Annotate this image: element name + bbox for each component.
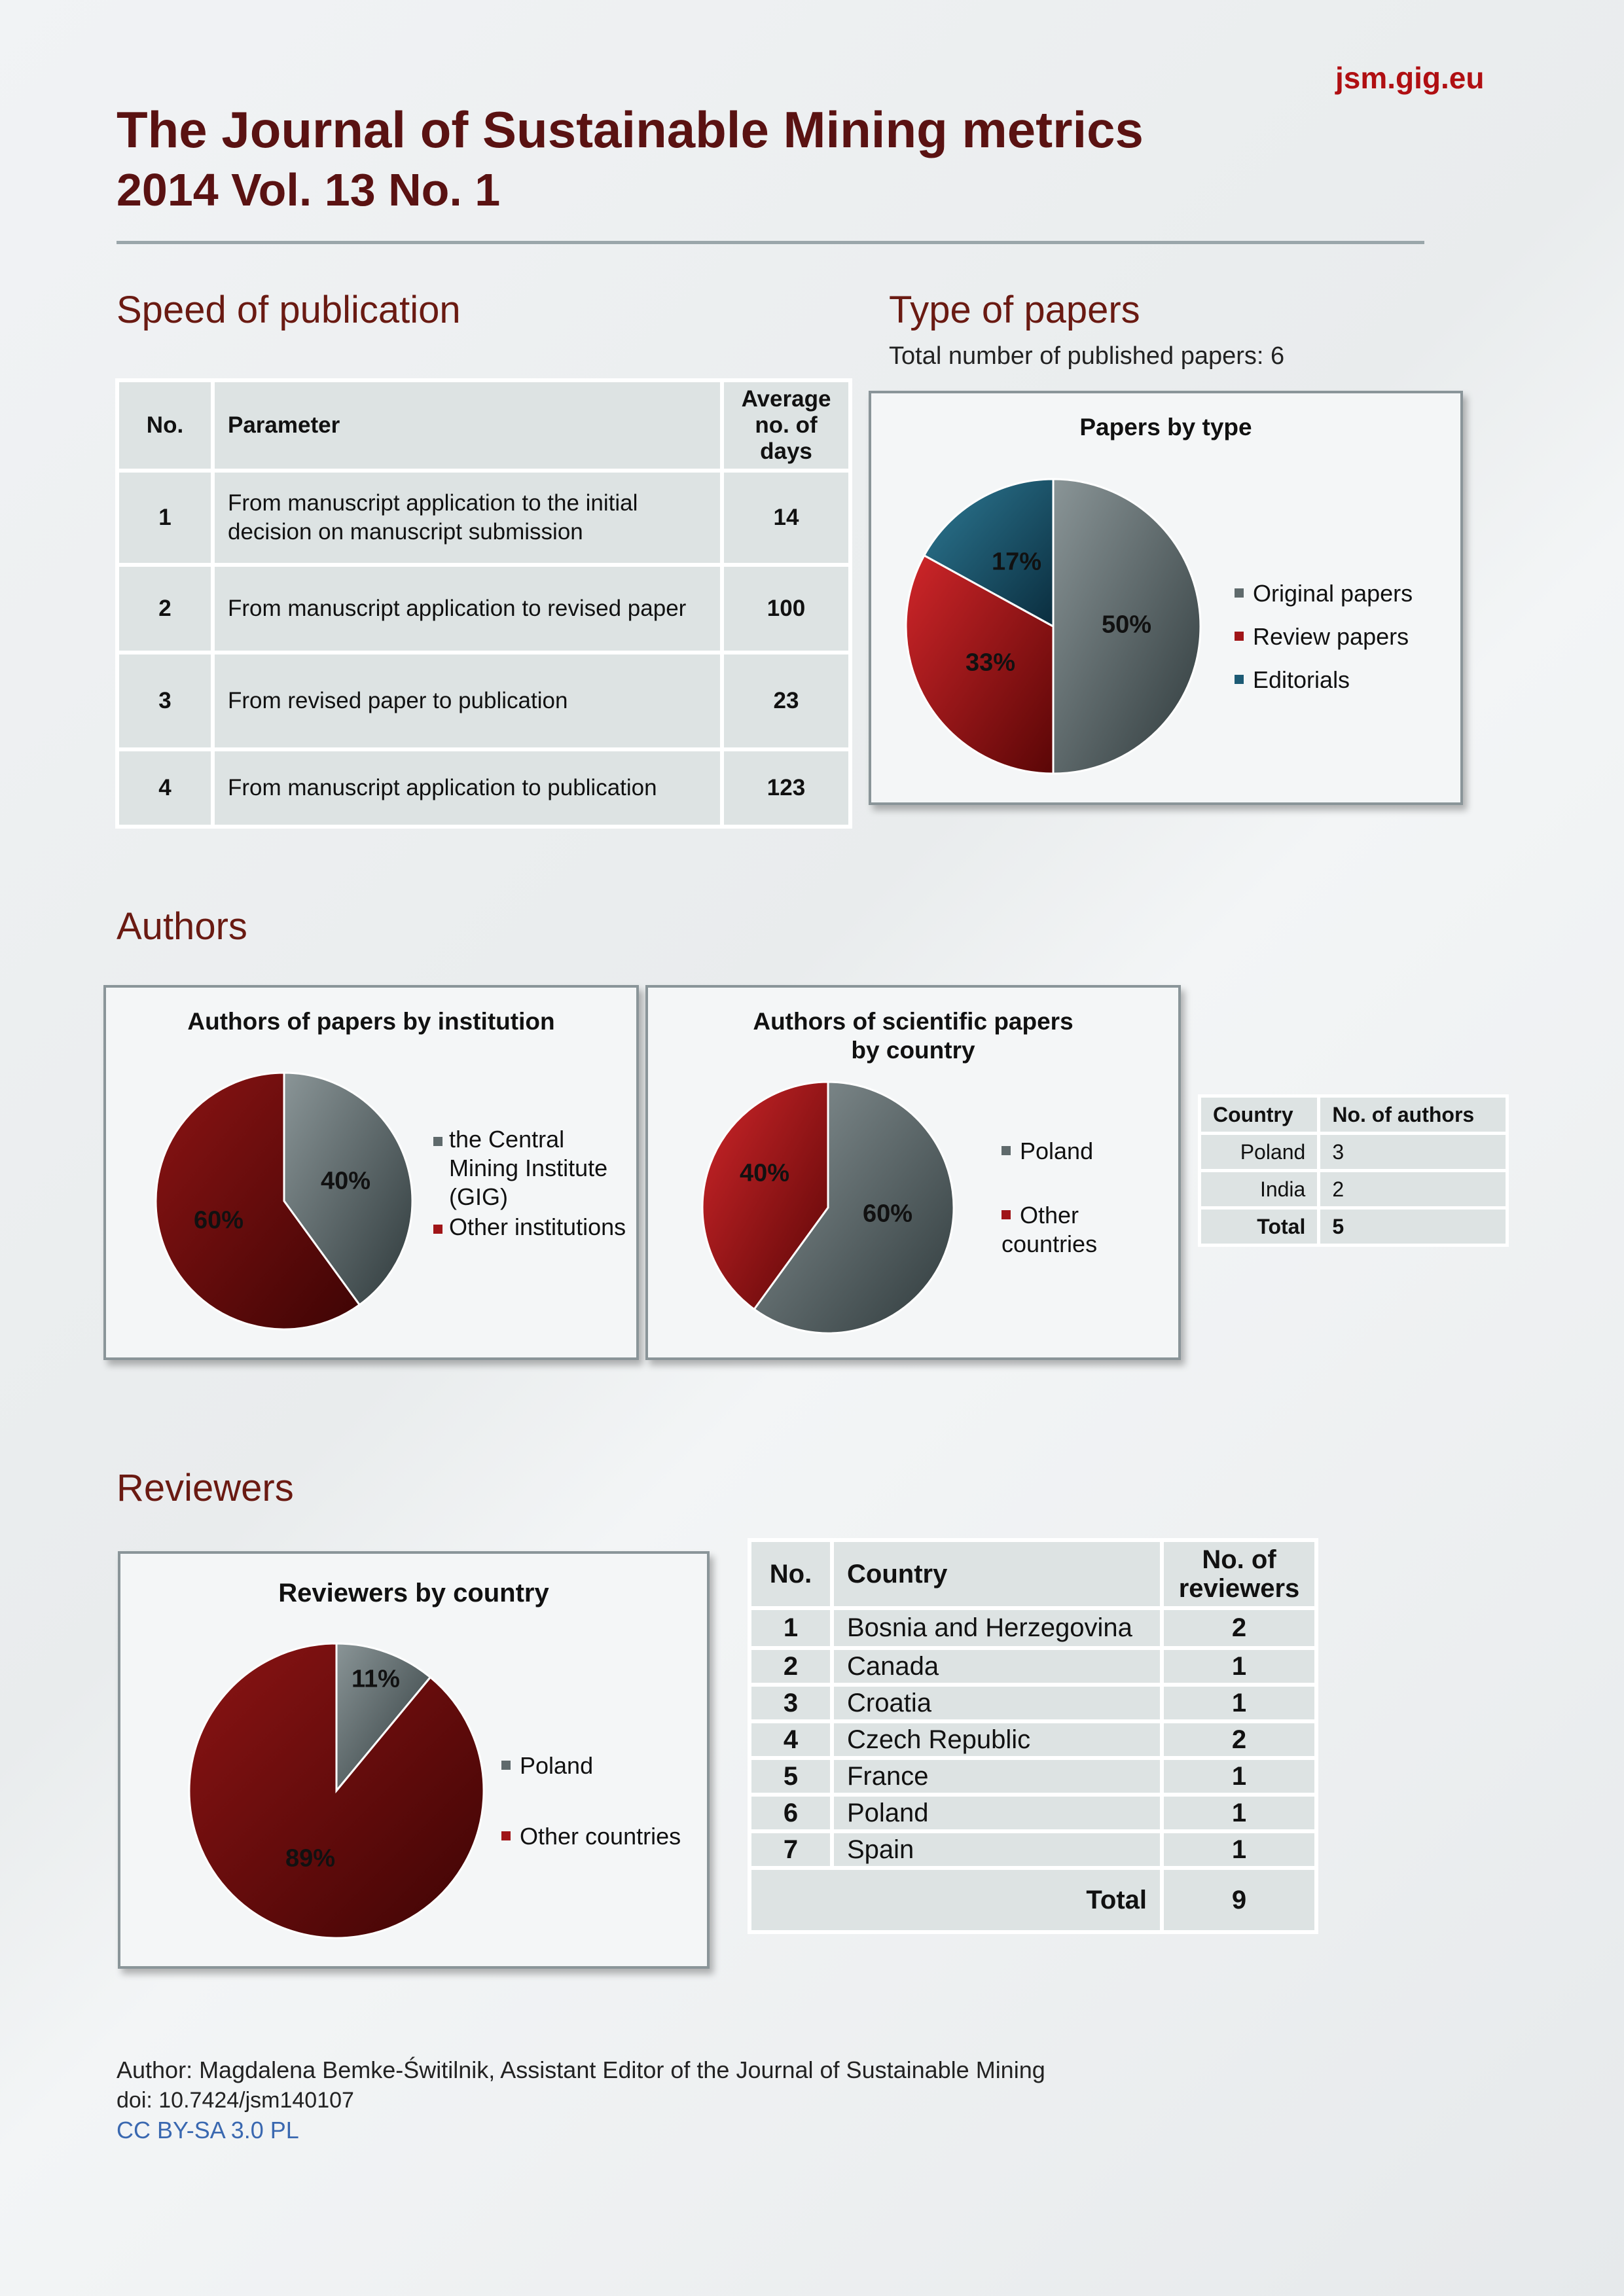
chart-title: Authors of papers by institution xyxy=(187,1008,555,1035)
col-reviewers: No. of reviewers xyxy=(1164,1542,1314,1606)
table-header-row xyxy=(1201,1098,1506,1132)
row-no: 3 xyxy=(751,1687,830,1719)
total-value: 5 xyxy=(1320,1210,1506,1244)
row-country: Croatia xyxy=(834,1687,1160,1719)
legend-item-other xyxy=(501,1822,681,1851)
chart-panel-reviewers-by-country xyxy=(118,1551,710,1969)
table-header-row xyxy=(751,1542,1314,1606)
table-row xyxy=(751,1797,1314,1829)
legend-swatch-teal xyxy=(1235,675,1244,684)
types-heading: Type of papers xyxy=(889,289,1140,331)
table-row xyxy=(119,567,848,651)
row-count: 1 xyxy=(1164,1760,1314,1793)
col-no: No. xyxy=(119,382,211,469)
legend-label: the Central Mining Institute (GIG) xyxy=(449,1126,608,1210)
row-count: 2 xyxy=(1320,1172,1506,1206)
legend-label: Poland xyxy=(520,1752,594,1779)
row-days: 23 xyxy=(724,655,848,747)
row-count: 2 xyxy=(1164,1723,1314,1756)
chart-panel-papers-by-type xyxy=(869,391,1463,805)
col-country: Country xyxy=(1201,1098,1317,1132)
table-total-row xyxy=(1201,1210,1506,1244)
legend-label: Other countries xyxy=(1001,1202,1098,1257)
types-total-note: Total number of published papers: 6 xyxy=(889,342,1285,370)
legend-label: Original papers xyxy=(1253,580,1413,607)
table-row xyxy=(751,1760,1314,1793)
page-title: The Journal of Sustainable Mining metrics xyxy=(117,101,1144,158)
legend-swatch-gray xyxy=(1235,588,1244,598)
table-header-row xyxy=(119,382,848,469)
footer-author: Author: Magdalena Bemke-Świtilnik, Assistant Editor of the Journal of Sustainable Mining xyxy=(117,2056,1045,2083)
header-divider xyxy=(117,241,1424,244)
legend-item-poland xyxy=(1001,1137,1093,1166)
legend-item-poland xyxy=(501,1751,593,1780)
legend-item-editorials xyxy=(1235,666,1350,694)
row-parameter: From revised paper to publication xyxy=(215,655,720,747)
total-value: 9 xyxy=(1164,1870,1314,1930)
row-no: 6 xyxy=(751,1797,830,1829)
row-country: Czech Republic xyxy=(834,1723,1160,1756)
row-country: France xyxy=(834,1760,1160,1793)
legend-item-other xyxy=(433,1213,630,1242)
table-total-row xyxy=(751,1870,1314,1930)
col-days: Average no. of days xyxy=(724,382,848,469)
row-days: 123 xyxy=(724,751,848,825)
table-row xyxy=(119,655,848,747)
total-label: Total xyxy=(751,1870,1160,1930)
legend-item-review xyxy=(1235,622,1409,651)
pie-label-other: 89% xyxy=(285,1844,336,1873)
pie-label-editorials: 17% xyxy=(991,548,1042,576)
row-count: 1 xyxy=(1164,1797,1314,1829)
pie-label-gig: 40% xyxy=(320,1167,371,1195)
legend-swatch-red xyxy=(1235,632,1244,641)
legend-swatch-gray xyxy=(1001,1146,1011,1155)
legend-item-original xyxy=(1235,579,1413,608)
row-days: 100 xyxy=(724,567,848,651)
legend-label: Editorials xyxy=(1253,666,1350,693)
row-parameter: From manuscript application to the initial decision on manuscript submission xyxy=(215,473,720,563)
table-row xyxy=(751,1833,1314,1866)
legend-swatch-gray xyxy=(433,1137,442,1146)
legend-label: Review papers xyxy=(1253,623,1409,650)
chart-title: Authors of scientific papers by country xyxy=(753,1008,1074,1064)
page-subtitle: 2014 Vol. 13 No. 1 xyxy=(117,164,501,215)
row-count: 3 xyxy=(1320,1135,1506,1169)
speed-table xyxy=(115,378,852,829)
pie-label-original: 50% xyxy=(1101,611,1152,639)
chart-panel-authors-by-institution xyxy=(103,985,639,1360)
table-row xyxy=(751,1723,1314,1756)
pie-label-other: 60% xyxy=(193,1206,244,1234)
pie-slice-other-countries xyxy=(189,1643,484,1938)
pie-label-other: 40% xyxy=(739,1159,790,1187)
table-row xyxy=(751,1650,1314,1683)
table-row xyxy=(1201,1172,1506,1206)
row-no: 7 xyxy=(751,1833,830,1866)
speed-heading: Speed of publication xyxy=(117,289,461,331)
legend-label: Poland xyxy=(1020,1138,1094,1164)
legend-item-other xyxy=(1001,1201,1178,1259)
authors-heading: Authors xyxy=(117,905,247,948)
row-no: 1 xyxy=(119,473,211,563)
row-no: 2 xyxy=(751,1650,830,1683)
table-row xyxy=(751,1610,1314,1646)
legend-swatch-gray xyxy=(501,1761,511,1770)
row-no: 4 xyxy=(751,1723,830,1756)
pie-chart-reviewers-by-country xyxy=(120,1554,707,1966)
legend-swatch-red xyxy=(501,1831,511,1840)
col-country: Country xyxy=(834,1542,1160,1606)
table-row xyxy=(119,751,848,825)
col-no: No. xyxy=(751,1542,830,1606)
row-country: Bosnia and Herzegovina xyxy=(834,1610,1160,1646)
pie-chart-authors-by-country xyxy=(648,988,1178,1357)
row-parameter: From manuscript application to revised paper xyxy=(215,567,720,651)
chart-panel-authors-by-country xyxy=(645,985,1181,1360)
reviewers-table xyxy=(748,1538,1318,1934)
reviewers-heading: Reviewers xyxy=(117,1467,294,1509)
row-country: Poland xyxy=(1201,1135,1317,1169)
chart-title: Papers by type xyxy=(1079,414,1252,440)
pie-label-poland: 60% xyxy=(862,1200,913,1228)
row-no: 1 xyxy=(751,1610,830,1646)
row-count: 1 xyxy=(1164,1833,1314,1866)
row-no: 2 xyxy=(119,567,211,651)
row-country: Poland xyxy=(834,1797,1160,1829)
row-days: 14 xyxy=(724,473,848,563)
row-no: 3 xyxy=(119,655,211,747)
site-url[interactable]: jsm.gig.eu xyxy=(1335,61,1485,95)
footer-doi[interactable]: doi: 10.7424/jsm140107 xyxy=(117,2088,354,2113)
row-no: 4 xyxy=(119,751,211,825)
chart-title: Reviewers by country xyxy=(278,1579,549,1607)
authors-country-table xyxy=(1198,1094,1509,1247)
pie-label-review: 33% xyxy=(965,649,1016,677)
total-label: Total xyxy=(1201,1210,1317,1244)
col-authors: No. of authors xyxy=(1320,1098,1506,1132)
row-country: India xyxy=(1201,1172,1317,1206)
legend-swatch-red xyxy=(1001,1210,1011,1219)
col-parameter: Parameter xyxy=(215,382,720,469)
pie-label-poland: 11% xyxy=(352,1665,400,1693)
row-country: Canada xyxy=(834,1650,1160,1683)
table-row xyxy=(1201,1135,1506,1169)
legend-label: Other institutions xyxy=(449,1213,626,1240)
row-count: 1 xyxy=(1164,1650,1314,1683)
row-count: 2 xyxy=(1164,1610,1314,1646)
legend-swatch-red xyxy=(433,1225,442,1234)
row-count: 1 xyxy=(1164,1687,1314,1719)
row-no: 5 xyxy=(751,1760,830,1793)
table-row xyxy=(119,473,848,563)
row-parameter: From manuscript application to publication xyxy=(215,751,720,825)
table-row xyxy=(751,1687,1314,1719)
footer-license[interactable]: CC BY-SA 3.0 PL xyxy=(117,2117,299,2144)
legend-item-gig xyxy=(433,1125,630,1211)
row-country: Spain xyxy=(834,1833,1160,1866)
legend-label: Other countries xyxy=(520,1823,681,1850)
